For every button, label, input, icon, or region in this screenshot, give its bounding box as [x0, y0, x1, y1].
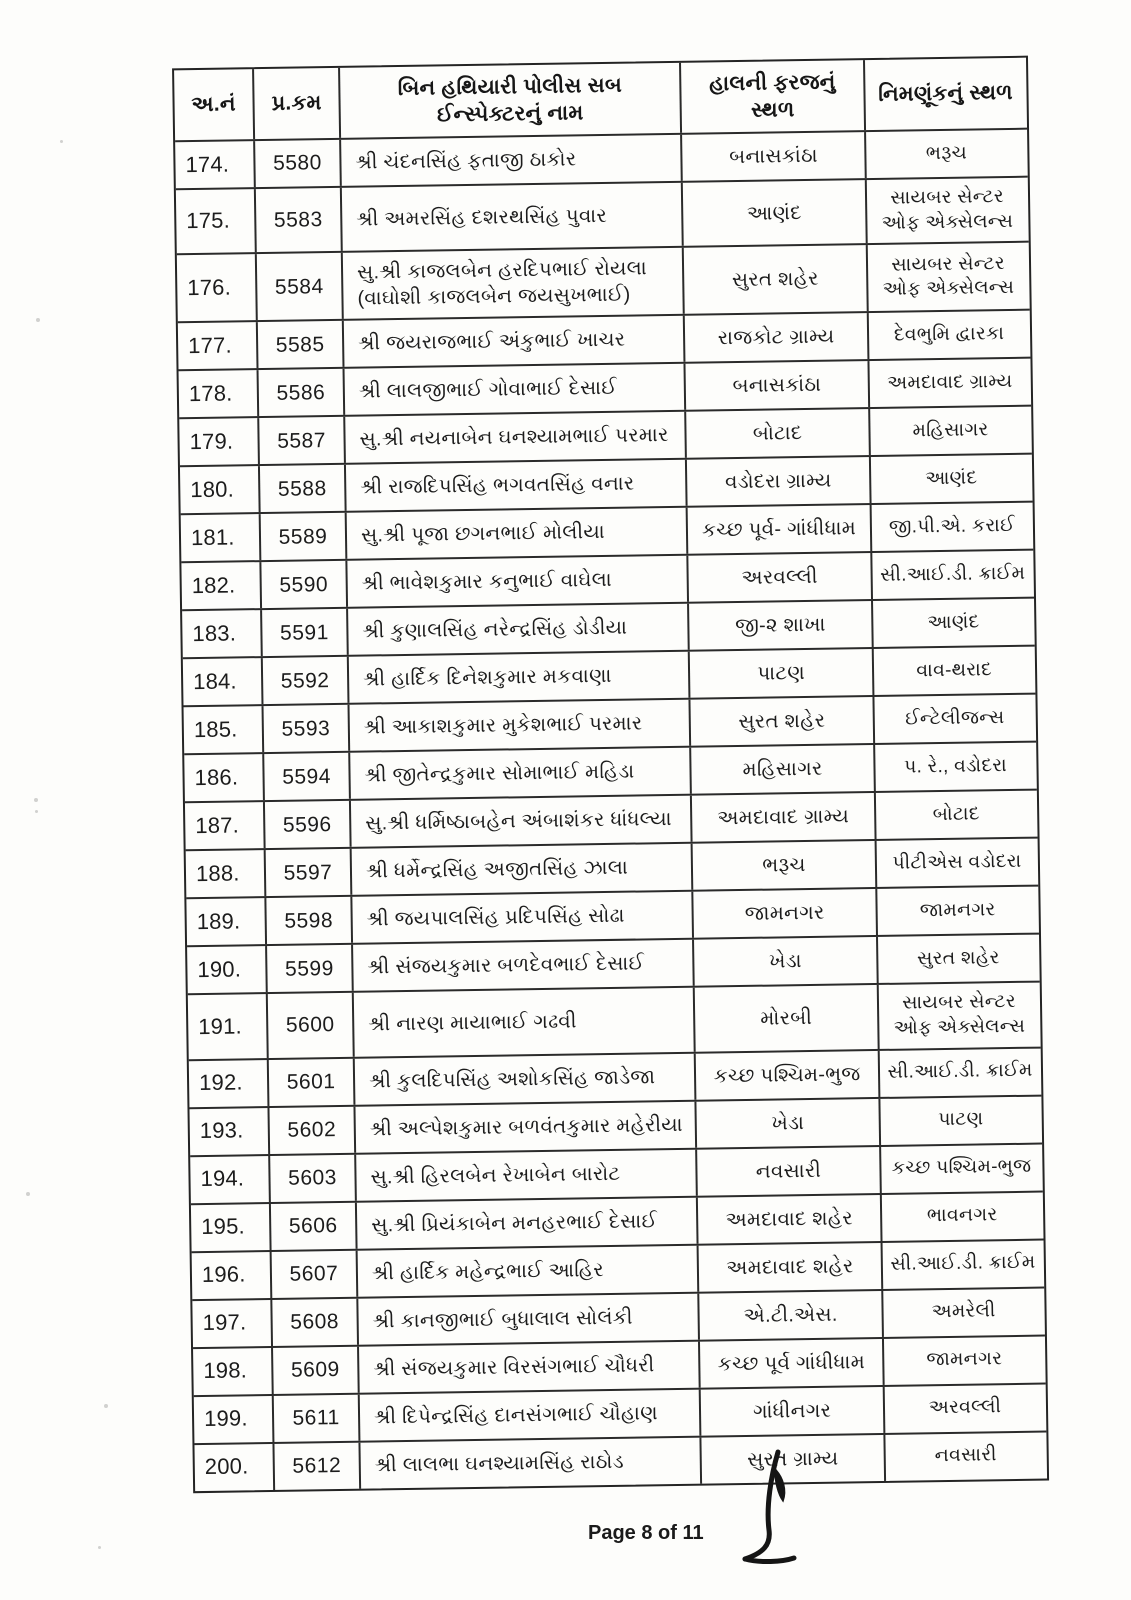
- scan-artifact: [35, 810, 38, 813]
- officer-name-cell: શ્રી ચંદનસિંહ ફતાજી ઠાકોર: [341, 135, 683, 186]
- posting-place-cell: જામનગર: [926, 1348, 1003, 1371]
- serial-cell: 195.: [191, 1204, 272, 1251]
- current-duty-cell: નવસારી: [697, 1147, 882, 1196]
- officer-name-cell: શ્રી નારણ માયાભાઈ ગઢવી: [354, 988, 696, 1056]
- posting-place-cell: મહિસાગર: [912, 419, 989, 442]
- posting-place-cell: અમદાવાદ ગ્રામ્ય: [887, 370, 1013, 394]
- current-duty-cell: ગાંધીનગર: [701, 1387, 886, 1436]
- current-duty-cell: વડોદરા ગ્રામ્ય: [687, 457, 872, 506]
- process-number-cell: 5600: [268, 993, 355, 1058]
- officer-name-cell: શ્રી હાર્દિક દિનેશકુમાર મકવાણા: [349, 652, 691, 703]
- posting-place-cell: ભરૂચ: [925, 142, 968, 164]
- officer-name-cell: શ્રી અમરસિંહ દશરથસિંહ પુવાર: [342, 183, 684, 251]
- header-cell-name: બિન હથિયારી પોલીસ સબ ઈન્સ્પેક્ટરનું નામ: [340, 63, 682, 138]
- current-duty-cell: કચ્છ પૂર્વ- ગાંધીધામ: [688, 505, 873, 554]
- serial-cell: 199.: [194, 1396, 275, 1443]
- process-number-cell: 5607: [272, 1250, 359, 1297]
- process-number-cell: 5593: [264, 705, 351, 752]
- posting-place-cell: સી.આઈ.ડી. ક્રાઈમ: [887, 1060, 1033, 1084]
- posting-place-cell: અમરેલી: [931, 1300, 996, 1323]
- serial-cell: 188.: [186, 850, 267, 897]
- serial-cell: 196.: [192, 1252, 273, 1299]
- officer-name-cell: શ્રી હાર્દિક મહેન્દ્રભાઈ આહિર: [358, 1245, 700, 1296]
- posting-place-cell: પાટણ: [937, 1108, 984, 1131]
- officer-name-cell: શ્રી સંજયકુમાર વિરસંગભાઈ ચૌધરી: [359, 1341, 701, 1392]
- current-duty-cell: એ.ટી.એસ.: [699, 1291, 884, 1340]
- serial-cell: 183.: [182, 610, 263, 657]
- header-cell-number: પ્ર.કમ: [254, 68, 341, 139]
- officer-name-cell: શ્રી લાલજીભાઈ ગોવાભાઈ દેસાઈ: [345, 364, 687, 415]
- table-row: [177, 243, 1030, 324]
- scan-artifact: [98, 1546, 101, 1549]
- serial-cell: 197.: [192, 1300, 273, 1347]
- current-duty-cell: સુરત શહેર: [684, 245, 869, 314]
- posting-place-cell: પીટીએસ વડોદરા: [892, 850, 1022, 874]
- current-duty-cell: જી-૨ શાખા: [689, 601, 874, 650]
- officer-name-cell: શ્રી સંજયકુમાર બળદેવભાઈ દેસાઈ: [353, 940, 695, 991]
- scanned-sheet: [172, 56, 1049, 1493]
- posting-place-cell: બોટાદ: [932, 803, 980, 826]
- officer-name-cell: સુ.શ્રી હિરલબેન રેખાબેન બારોટ: [356, 1149, 698, 1200]
- page-number-label: Page 8 of 11: [588, 1522, 704, 1544]
- scan-artifact: [36, 318, 40, 322]
- scan-artifact: [60, 140, 63, 143]
- officer-name-cell: શ્રી રાજદિપસિંહ ભગવતસિંહ વનાર: [346, 460, 688, 511]
- process-number-cell: 5592: [263, 657, 350, 704]
- posting-place-cell: જી.પી.એ. કરાઈ: [888, 514, 1016, 538]
- posting-place-cell: આણંદ: [927, 611, 980, 634]
- serial-cell: 184.: [183, 658, 264, 705]
- serial-cell: 176.: [177, 254, 258, 321]
- officer-name-cell: શ્રી જયરાજભાઈ અંકુભાઈ ખાચર: [344, 316, 686, 367]
- current-duty-cell: મોરબી: [695, 985, 880, 1051]
- serial-cell: 175.: [176, 189, 257, 254]
- process-number-cell: 5587: [259, 417, 346, 464]
- serial-cell: 194.: [190, 1156, 271, 1203]
- header-cell-posting: નિમણૂંકનું સ્થળ: [878, 81, 1013, 107]
- officer-name-cell: શ્રી કાનજીભાઈ બુધાલાલ સોલંકી: [358, 1293, 700, 1344]
- officer-name-cell: શ્રી ધર્મેન્દ્રસિંહ અજીતસિંહ ઝાલા: [352, 844, 694, 895]
- officer-name-cell: શ્રી કુણાલસિંહ નરેન્દ્રસિંહ ડોડીયા: [348, 604, 690, 655]
- current-duty-cell: અમદાવાદ શહેર: [699, 1243, 884, 1292]
- posting-place-cell: સી.આઈ.ડી. ક્રાઈમ: [890, 1252, 1036, 1276]
- process-number-cell: 5583: [256, 188, 343, 253]
- serial-cell: 198.: [193, 1348, 274, 1395]
- serial-cell: 191.: [188, 994, 269, 1059]
- process-number-cell: 5580: [255, 140, 342, 187]
- posting-place-cell: સાયબર સેન્ટર ઓફ એક્સેલન્સ: [881, 186, 1014, 234]
- posting-place-cell: પ. રે., વડોદરા: [903, 755, 1008, 778]
- process-number-cell: 5588: [260, 465, 347, 512]
- current-duty-cell: બનાસકાંઠા: [682, 132, 867, 181]
- serial-cell: 174.: [175, 141, 256, 188]
- current-duty-cell: કચ્છ પશ્ચિમ-ભુજ: [696, 1051, 881, 1100]
- posting-place-cell: વાવ-થરાદ: [916, 659, 992, 682]
- scan-artifact: [26, 1192, 30, 1196]
- process-number-cell: 5611: [274, 1394, 361, 1441]
- current-duty-cell: અમદાવાદ શહેર: [698, 1195, 883, 1244]
- serial-cell: 180.: [180, 466, 261, 513]
- process-number-cell: 5601: [269, 1058, 356, 1105]
- officer-name-cell: સુ.શ્રી નયનાબેન ઘનશ્યામભાઈ પરમાર: [345, 412, 687, 463]
- table-header-row: [174, 58, 1027, 143]
- posting-place-cell: જામનગર: [919, 899, 996, 922]
- current-duty-cell: ખેડા: [694, 937, 879, 986]
- process-number-cell: 5603: [270, 1154, 357, 1201]
- process-number-cell: 5590: [261, 561, 348, 608]
- officer-name-cell: સુ.શ્રી ધર્મિષ્ઠાબહેન અંબાશંકર ધાંધલ્યા: [351, 796, 693, 847]
- current-duty-cell: અમદાવાદ ગ્રામ્ય: [692, 793, 877, 842]
- header-cell-current: હાલની ફરજનું સ્થળ: [681, 60, 866, 133]
- posting-place-cell: ભાવનગર: [926, 1204, 998, 1227]
- process-number-cell: 5608: [272, 1298, 359, 1345]
- posting-place-cell: અરવલ્લી: [928, 1396, 1002, 1419]
- serial-cell: 192.: [189, 1060, 270, 1107]
- serial-cell: 186.: [184, 754, 265, 801]
- serial-cell: 200.: [194, 1444, 275, 1491]
- serial-cell: 177.: [178, 322, 259, 369]
- current-duty-cell: કચ્છ પૂર્વ ગાંધીધામ: [700, 1339, 885, 1388]
- current-duty-cell: જામનગર: [693, 889, 878, 938]
- officer-transfer-table: [172, 56, 1049, 1493]
- current-duty-cell: આણંદ: [683, 180, 868, 246]
- posting-place-cell: સાયબર સેન્ટર ઓફ એક્સેલન્સ: [893, 991, 1026, 1039]
- current-duty-cell: પાટણ: [690, 649, 875, 698]
- officer-name-cell: સુ.શ્રી કાજલબેન હરદિપભાઈ રોયલા (વાઘોશી કાજલબેન જયસુખભાઈ): [343, 248, 685, 319]
- officer-name-cell: સુ.શ્રી પ્રિયંકાબેન મનહરભાઈ દેસાઈ: [357, 1197, 699, 1248]
- serial-cell: 182.: [181, 562, 262, 609]
- scan-artifact: [34, 798, 38, 802]
- serial-cell: 185.: [184, 706, 265, 753]
- officer-name-cell: સુ.શ્રી પૂજા છગનભાઈ મોલીયા: [347, 508, 689, 559]
- process-number-cell: 5584: [257, 253, 344, 320]
- current-duty-cell: બનાસકાંઠા: [685, 361, 870, 410]
- process-number-cell: 5594: [264, 753, 351, 800]
- process-number-cell: 5596: [265, 801, 352, 848]
- posting-place-cell: આણંદ: [925, 467, 978, 490]
- officer-name-cell: શ્રી જયપાલસિંહ પ્રદિપસિંહ સોઢા: [352, 892, 694, 943]
- process-number-cell: 5591: [262, 609, 349, 656]
- process-number-cell: 5586: [259, 369, 346, 416]
- officer-name-cell: શ્રી આકાશકુમાર મુકેશભાઈ પરમાર: [350, 700, 692, 751]
- officer-name-cell: શ્રી જીતેન્દ્રકુમાર સોમાભાઈ મહિડા: [350, 748, 692, 799]
- current-duty-cell: રાજકોટ ગ્રામ્ય: [685, 313, 870, 362]
- signature-icon: [726, 1448, 818, 1580]
- current-duty-cell: ભરૂચ: [693, 841, 878, 890]
- serial-cell: 181.: [181, 514, 262, 561]
- officer-name-cell: શ્રી કુલદિપસિંહ અશોકસિંહ જાડેજા: [355, 1053, 697, 1104]
- current-duty-cell: સુરત શહેર: [690, 697, 875, 746]
- process-number-cell: 5606: [271, 1202, 358, 1249]
- process-number-cell: 5599: [267, 945, 354, 992]
- officer-name-cell: શ્રી દિપેન્દ્રસિંહ દાનસંગભાઈ ચૌહાણ: [360, 1389, 702, 1440]
- serial-cell: 190.: [187, 946, 268, 993]
- current-duty-cell: બોટાદ: [686, 409, 871, 458]
- process-number-cell: 5609: [273, 1346, 360, 1393]
- current-duty-cell: અરવલ્લી: [688, 553, 873, 602]
- posting-place-cell: કચ્છ પશ્ચિમ-ભુજ: [891, 1156, 1032, 1180]
- serial-cell: 178.: [179, 370, 260, 417]
- process-number-cell: 5612: [274, 1442, 361, 1489]
- posting-place-cell: સાયબર સેન્ટર ઓફ એક્સેલન્સ: [882, 252, 1015, 301]
- process-number-cell: 5589: [261, 513, 348, 560]
- current-duty-cell: મહિસાગર: [691, 745, 876, 794]
- header-cell-serial: અ.નં: [174, 69, 255, 140]
- scan-artifact: [104, 1404, 108, 1408]
- officer-name-cell: શ્રી ભાવેશકુમાર કનુભાઈ વાઘેલા: [347, 556, 689, 607]
- posting-place-cell: સુરત શહેર: [916, 947, 1000, 970]
- process-number-cell: 5602: [269, 1106, 356, 1153]
- serial-cell: 187.: [185, 802, 266, 849]
- serial-cell: 179.: [179, 418, 260, 465]
- posting-place-cell: સી.આઈ.ડી. ક્રાઈમ: [879, 562, 1026, 586]
- process-number-cell: 5585: [258, 321, 345, 368]
- current-duty-cell: ખેડા: [696, 1099, 881, 1148]
- table-body: [175, 130, 1047, 1491]
- process-number-cell: 5597: [266, 849, 353, 896]
- serial-cell: 193.: [189, 1108, 270, 1155]
- serial-cell: 189.: [186, 898, 267, 945]
- process-number-cell: 5598: [266, 897, 353, 944]
- posting-place-cell: દેવભુમિ દ્વારકા: [893, 323, 1005, 346]
- current-duty-cell: સુરત ગ્રામ્ય: [701, 1435, 886, 1484]
- posting-place-cell: નવસારી: [934, 1444, 997, 1467]
- posting-place-cell: ઈન્ટેલીજન્સ: [904, 707, 1005, 730]
- officer-name-cell: શ્રી અલ્પેશકુમાર બળવંતકુમાર મહેરીયા: [355, 1101, 697, 1152]
- officer-name-cell: શ્રી લાલભા ઘનશ્યામસિંહ રાઠોડ: [360, 1437, 702, 1488]
